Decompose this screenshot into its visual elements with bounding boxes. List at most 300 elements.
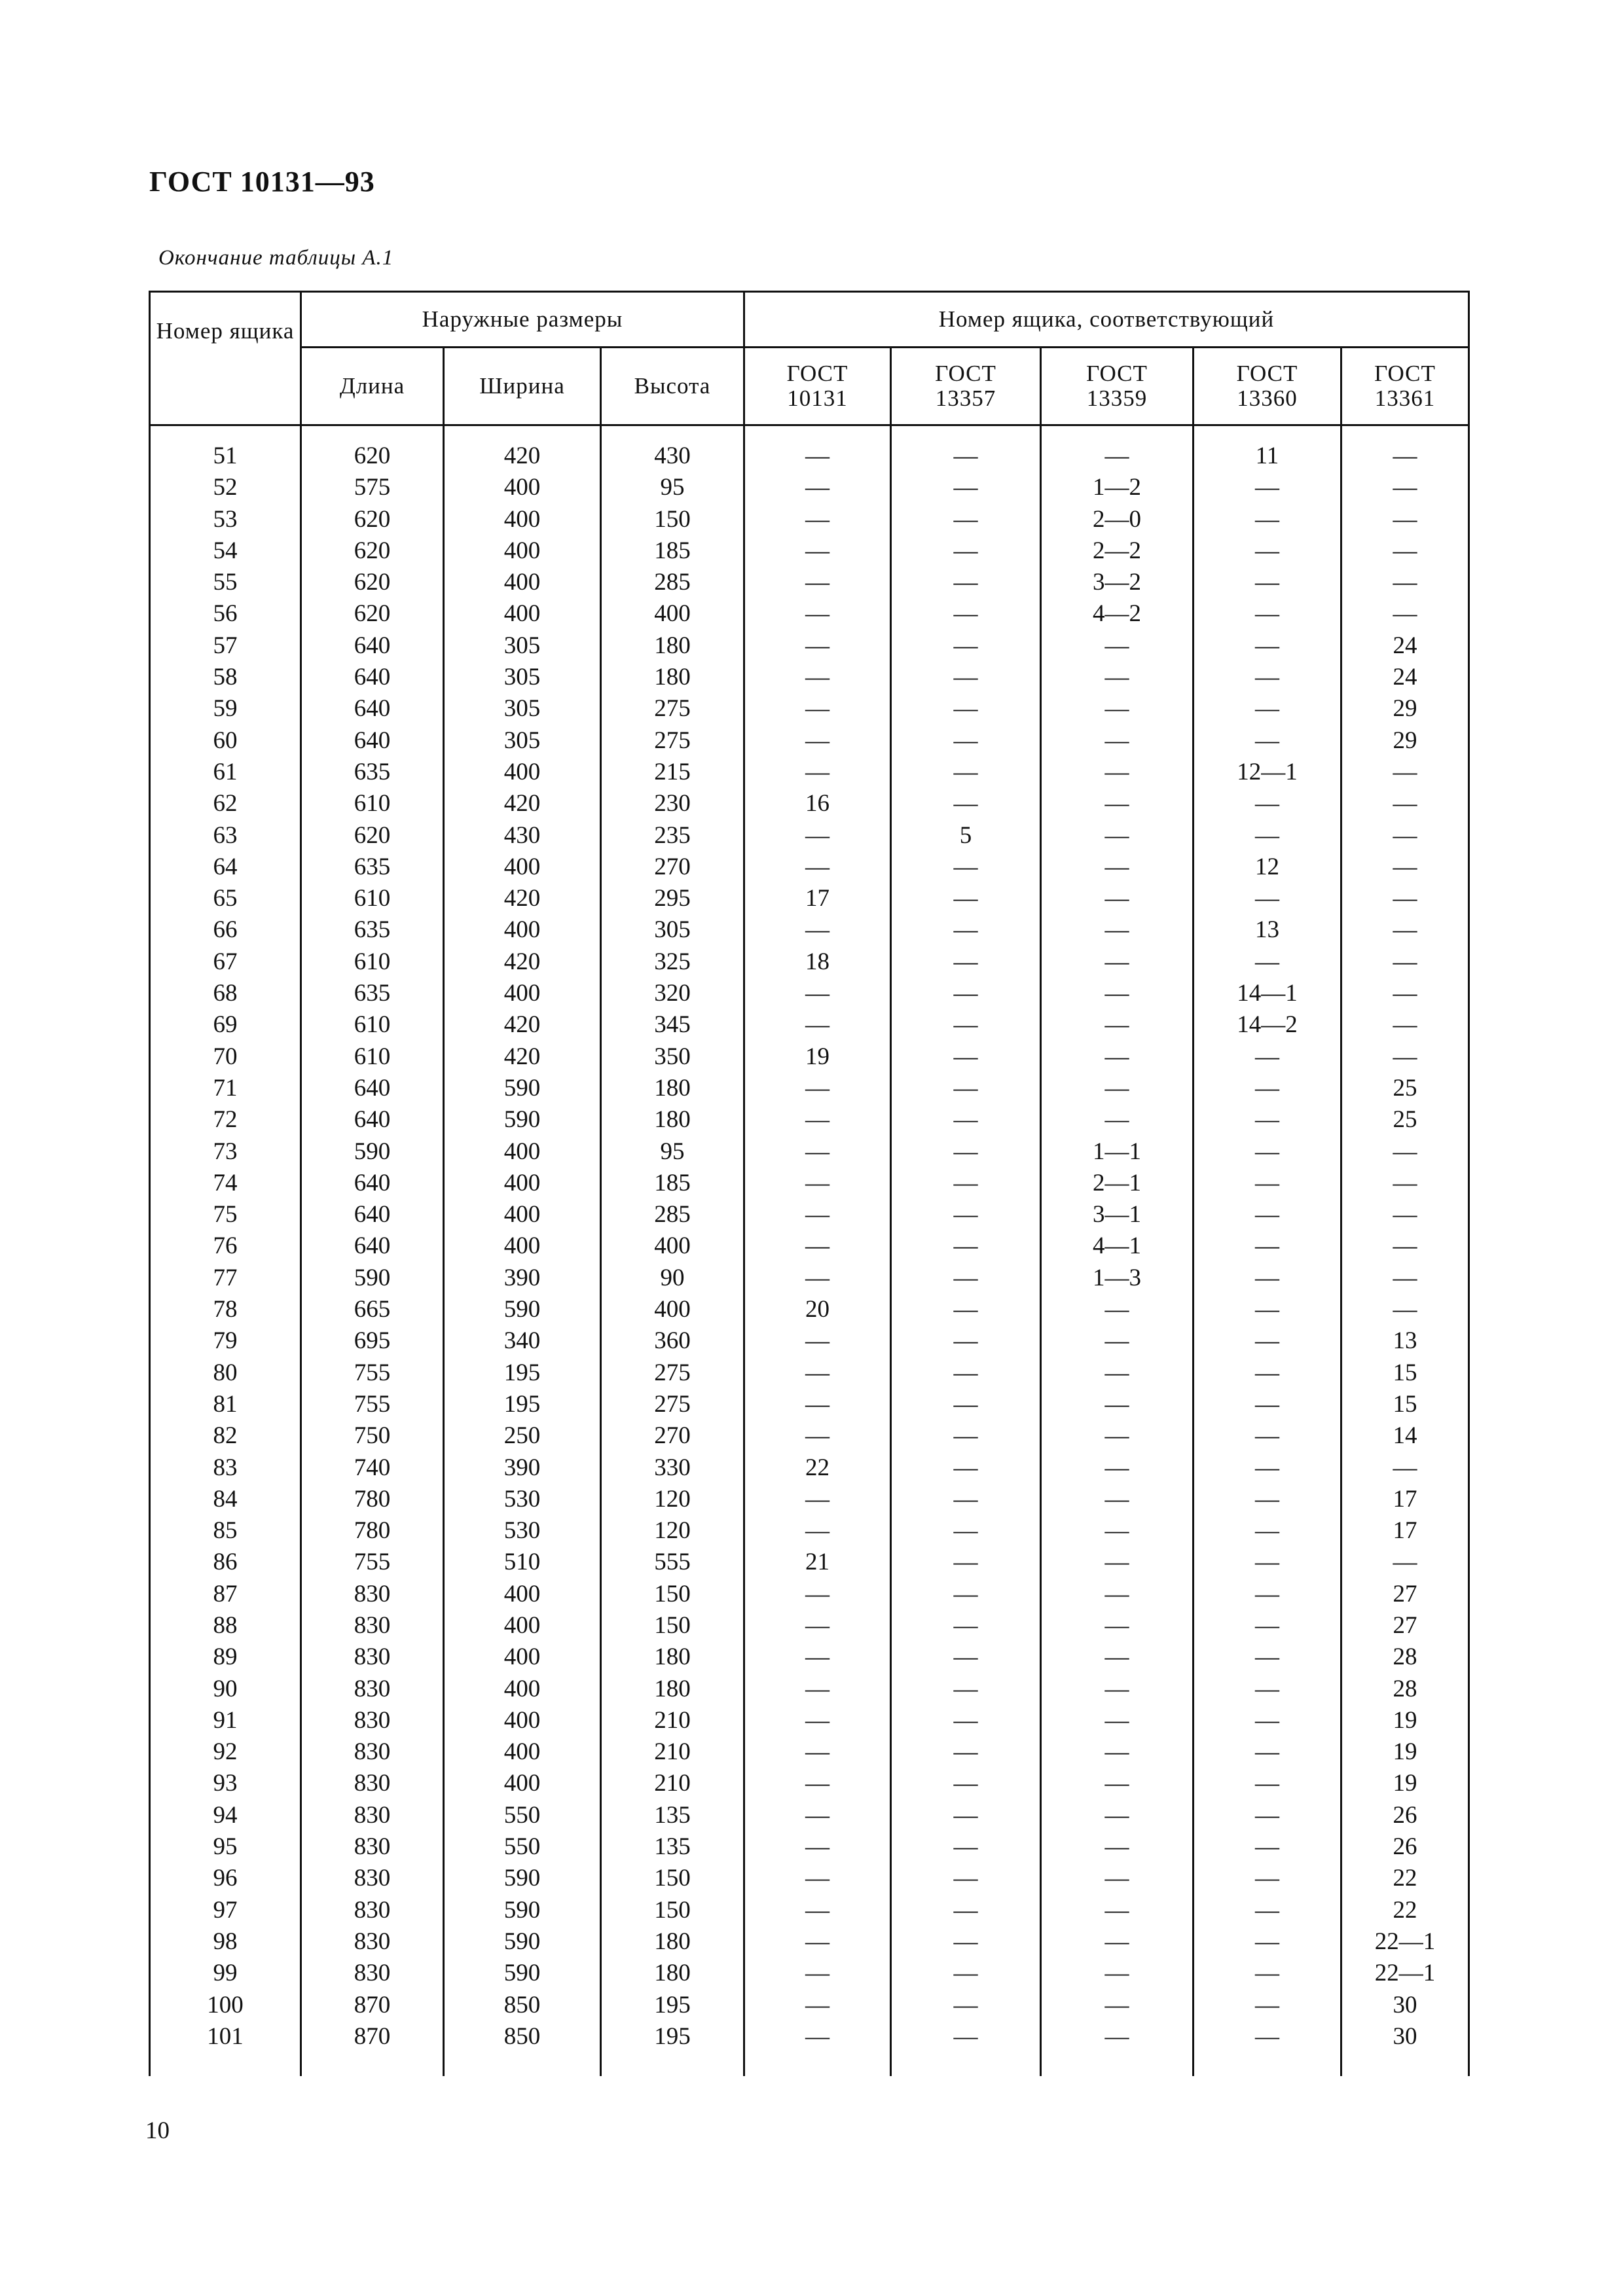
cell-gost-13357: — <box>891 630 1041 662</box>
cell-height: 275 <box>601 1389 744 1420</box>
cell-gost-13359: — <box>1041 852 1194 883</box>
cell-gost-10131: — <box>744 472 891 503</box>
tail-cell <box>301 2053 444 2076</box>
cell-gost-13360: — <box>1194 1136 1341 1168</box>
cell-gost-10131: — <box>744 757 891 788</box>
cell-length: 780 <box>301 1484 444 1515</box>
cell-width: 530 <box>444 1515 601 1547</box>
cell-gost-13359: — <box>1041 1958 1194 1989</box>
cell-length: 620 <box>301 535 444 567</box>
cell-gost-13357: — <box>891 1389 1041 1420</box>
cell-length: 740 <box>301 1452 444 1484</box>
cell-gost-13359: — <box>1041 1389 1194 1420</box>
cell-width: 250 <box>444 1420 601 1452</box>
cell-height: 135 <box>601 1831 744 1863</box>
cell-length: 610 <box>301 788 444 819</box>
table-row <box>150 630 1469 662</box>
cell-length: 620 <box>301 598 444 630</box>
cell-width: 400 <box>444 1768 601 1799</box>
gost-label: ГОСТ <box>1374 361 1436 386</box>
cell-gost-10131: — <box>744 852 891 883</box>
cell-width: 400 <box>444 535 601 567</box>
table-row <box>150 1199 1469 1230</box>
cell-gost-10131: — <box>744 1230 891 1262</box>
cell-height: 235 <box>601 820 744 852</box>
table-row <box>150 946 1469 978</box>
tail-cell <box>744 2053 891 2076</box>
cell-gost-13361: 28 <box>1341 1674 1469 1705</box>
page-number: 10 <box>145 2117 170 2144</box>
cell-length: 830 <box>301 1926 444 1958</box>
cell-gost-13359: — <box>1041 883 1194 914</box>
cell-gost-13361: — <box>1341 535 1469 567</box>
cell-length: 830 <box>301 1610 444 1641</box>
cell-length: 665 <box>301 1294 444 1325</box>
cell-gost-13361: 25 <box>1341 1104 1469 1136</box>
cell-length: 780 <box>301 1515 444 1547</box>
cell-width: 590 <box>444 1104 601 1136</box>
cell-gost-13359: — <box>1041 1104 1194 1136</box>
cell-height: 305 <box>601 914 744 946</box>
table-row <box>150 1736 1469 1768</box>
cell-gost-13357: — <box>891 1641 1041 1673</box>
cell-width: 390 <box>444 1263 601 1294</box>
cell-gost-13360: — <box>1194 883 1341 914</box>
cell-height: 330 <box>601 1452 744 1484</box>
cell-gost-13360: — <box>1194 1073 1341 1104</box>
cell-gost-13359: — <box>1041 1357 1194 1389</box>
cell-gost-13359: — <box>1041 1547 1194 1578</box>
cell-gost-10131: — <box>744 440 891 472</box>
cell-gost-13357: — <box>891 472 1041 503</box>
cell-gost-13357: — <box>891 914 1041 946</box>
cell-gost-13361: — <box>1341 757 1469 788</box>
cell-height: 185 <box>601 535 744 567</box>
cell-box-number: 61 <box>150 757 301 788</box>
cell-gost-10131: — <box>744 535 891 567</box>
cell-box-number: 70 <box>150 1041 301 1073</box>
cell-height: 150 <box>601 1863 744 1894</box>
cell-gost-13361: 22—1 <box>1341 1958 1469 1989</box>
cell-gost-13360: — <box>1194 1104 1341 1136</box>
cell-gost-13357: — <box>891 1674 1041 1705</box>
cell-gost-13361: — <box>1341 788 1469 819</box>
header-length: Длина <box>301 348 444 425</box>
cell-height: 180 <box>601 1674 744 1705</box>
table-row <box>150 1263 1469 1294</box>
cell-height: 180 <box>601 1958 744 1989</box>
cell-gost-13360: — <box>1194 1610 1341 1641</box>
cell-gost-13360: — <box>1194 1736 1341 1768</box>
cell-length: 755 <box>301 1547 444 1578</box>
cell-gost-13359: — <box>1041 1325 1194 1357</box>
spacer-cell <box>891 425 1041 441</box>
cell-gost-13361: — <box>1341 1263 1469 1294</box>
cell-width: 195 <box>444 1389 601 1420</box>
header-height: Высота <box>601 348 744 425</box>
cell-box-number: 72 <box>150 1104 301 1136</box>
table-row <box>150 1484 1469 1515</box>
cell-gost-13360: — <box>1194 1484 1341 1515</box>
cell-gost-13359: — <box>1041 1009 1194 1041</box>
cell-length: 620 <box>301 567 444 598</box>
cell-length: 610 <box>301 1009 444 1041</box>
cell-gost-10131: — <box>744 1736 891 1768</box>
cell-gost-13361: 22 <box>1341 1863 1469 1894</box>
cell-width: 420 <box>444 440 601 472</box>
table-row <box>150 1705 1469 1736</box>
cell-width: 305 <box>444 693 601 725</box>
cell-gost-13359: 4—2 <box>1041 598 1194 630</box>
cell-gost-13360: — <box>1194 1168 1341 1199</box>
cell-gost-13359: 4—1 <box>1041 1230 1194 1262</box>
cell-width: 400 <box>444 1641 601 1673</box>
tail-cell <box>891 2053 1041 2076</box>
cell-height: 400 <box>601 598 744 630</box>
cell-length: 830 <box>301 1863 444 1894</box>
cell-box-number: 64 <box>150 852 301 883</box>
cell-gost-13357: — <box>891 1199 1041 1230</box>
gost-label: ГОСТ <box>935 361 996 386</box>
cell-gost-13361: 19 <box>1341 1736 1469 1768</box>
cell-gost-13357: — <box>891 1325 1041 1357</box>
cell-gost-13360: 13 <box>1194 914 1341 946</box>
cell-gost-13359: — <box>1041 978 1194 1009</box>
cell-gost-13359: 3—2 <box>1041 567 1194 598</box>
gost-label: ГОСТ <box>786 361 848 386</box>
cell-width: 590 <box>444 1863 601 1894</box>
cell-gost-13357: — <box>891 1705 1041 1736</box>
cell-width: 400 <box>444 1736 601 1768</box>
table-tail-row <box>150 2053 1469 2076</box>
cell-gost-13361: — <box>1341 914 1469 946</box>
cell-box-number: 87 <box>150 1579 301 1610</box>
cell-length: 640 <box>301 1199 444 1230</box>
cell-gost-13361: — <box>1341 1041 1469 1073</box>
cell-gost-13360: — <box>1194 2021 1341 2053</box>
cell-gost-13359: — <box>1041 1041 1194 1073</box>
cell-gost-13359: — <box>1041 1736 1194 1768</box>
cell-height: 150 <box>601 1610 744 1641</box>
cell-width: 850 <box>444 1990 601 2021</box>
cell-gost-13357: — <box>891 852 1041 883</box>
cell-gost-10131: — <box>744 504 891 535</box>
cell-gost-10131: — <box>744 1990 891 2021</box>
cell-width: 420 <box>444 788 601 819</box>
cell-gost-10131: — <box>744 1579 891 1610</box>
cell-gost-13360: — <box>1194 1199 1341 1230</box>
table-row <box>150 1768 1469 1799</box>
cell-gost-13357: — <box>891 1357 1041 1389</box>
cell-width: 550 <box>444 1831 601 1863</box>
cell-box-number: 101 <box>150 2021 301 2053</box>
cell-height: 120 <box>601 1484 744 1515</box>
cell-gost-13360: — <box>1194 788 1341 819</box>
cell-gost-10131: 22 <box>744 1452 891 1484</box>
cell-height: 180 <box>601 662 744 693</box>
cell-gost-13361: 29 <box>1341 725 1469 757</box>
cell-width: 400 <box>444 472 601 503</box>
cell-box-number: 73 <box>150 1136 301 1168</box>
cell-gost-10131: 17 <box>744 883 891 914</box>
cell-box-number: 100 <box>150 1990 301 2021</box>
cell-gost-13359: 2—0 <box>1041 504 1194 535</box>
table-row <box>150 567 1469 598</box>
cell-gost-13360: — <box>1194 1674 1341 1705</box>
cell-gost-13361: 27 <box>1341 1610 1469 1641</box>
cell-box-number: 82 <box>150 1420 301 1452</box>
cell-gost-13359: 1—1 <box>1041 1136 1194 1168</box>
cell-gost-13360: — <box>1194 504 1341 535</box>
cell-height: 210 <box>601 1705 744 1736</box>
cell-gost-13357: — <box>891 1420 1041 1452</box>
cell-length: 590 <box>301 1136 444 1168</box>
cell-gost-13361: — <box>1341 567 1469 598</box>
table-row <box>150 1926 1469 1958</box>
cell-height: 150 <box>601 504 744 535</box>
spacer-cell <box>601 425 744 441</box>
cell-height: 325 <box>601 946 744 978</box>
cell-gost-13361: — <box>1341 504 1469 535</box>
cell-width: 420 <box>444 883 601 914</box>
table-row <box>150 1863 1469 1894</box>
cell-box-number: 98 <box>150 1926 301 1958</box>
cell-gost-13360: — <box>1194 1420 1341 1452</box>
cell-gost-13360: — <box>1194 820 1341 852</box>
cell-box-number: 99 <box>150 1958 301 1989</box>
cell-gost-10131: — <box>744 1484 891 1515</box>
table-row <box>150 1230 1469 1262</box>
cell-gost-13360: — <box>1194 1041 1341 1073</box>
cell-width: 400 <box>444 757 601 788</box>
cell-gost-13361: — <box>1341 1230 1469 1262</box>
cell-width: 420 <box>444 946 601 978</box>
cell-width: 590 <box>444 1895 601 1926</box>
cell-length: 620 <box>301 504 444 535</box>
cell-gost-13361: — <box>1341 1547 1469 1578</box>
cell-gost-13361: 15 <box>1341 1389 1469 1420</box>
cell-gost-13359: 1—2 <box>1041 472 1194 503</box>
cell-length: 590 <box>301 1263 444 1294</box>
cell-gost-10131: — <box>744 725 891 757</box>
table-row <box>150 598 1469 630</box>
cell-height: 320 <box>601 978 744 1009</box>
cell-gost-13357: — <box>891 535 1041 567</box>
table-row <box>150 1168 1469 1199</box>
cell-length: 635 <box>301 852 444 883</box>
cell-gost-13360: — <box>1194 1705 1341 1736</box>
cell-gost-13361: 14 <box>1341 1420 1469 1452</box>
table-row <box>150 2021 1469 2053</box>
cell-gost-10131: — <box>744 693 891 725</box>
header-box-number-gost: Номер ящика, соответствующий <box>744 292 1469 348</box>
cell-box-number: 69 <box>150 1009 301 1041</box>
cell-gost-13357: — <box>891 1136 1041 1168</box>
cell-gost-13357: — <box>891 662 1041 693</box>
table-row <box>150 757 1469 788</box>
cell-gost-13360: — <box>1194 1547 1341 1578</box>
cell-gost-13359: — <box>1041 1863 1194 1894</box>
cell-height: 270 <box>601 1420 744 1452</box>
cell-gost-13357: — <box>891 567 1041 598</box>
cell-gost-13360: 11 <box>1194 440 1341 472</box>
cell-box-number: 51 <box>150 440 301 472</box>
cell-gost-13360: — <box>1194 1958 1341 1989</box>
cell-height: 345 <box>601 1009 744 1041</box>
table-row <box>150 1515 1469 1547</box>
table-row <box>150 1009 1469 1041</box>
cell-length: 640 <box>301 725 444 757</box>
table-row <box>150 788 1469 819</box>
cell-gost-13360: 14—1 <box>1194 978 1341 1009</box>
cell-length: 620 <box>301 820 444 852</box>
cell-width: 400 <box>444 1674 601 1705</box>
cell-gost-13359: — <box>1041 914 1194 946</box>
cell-gost-13357: — <box>891 1610 1041 1641</box>
header-box-number: Номер ящика <box>150 292 301 425</box>
cell-width: 400 <box>444 1199 601 1230</box>
cell-gost-13360: — <box>1194 693 1341 725</box>
cell-gost-13359: — <box>1041 820 1194 852</box>
cell-gost-13360: — <box>1194 1230 1341 1262</box>
cell-gost-10131: — <box>744 978 891 1009</box>
cell-height: 400 <box>601 1294 744 1325</box>
cell-gost-10131: 16 <box>744 788 891 819</box>
cell-gost-13361: 30 <box>1341 1990 1469 2021</box>
cell-gost-10131: — <box>744 1800 891 1831</box>
cell-box-number: 53 <box>150 504 301 535</box>
cell-gost-13359: — <box>1041 1420 1194 1452</box>
gost-label: ГОСТ <box>1236 361 1298 386</box>
document-header: ГОСТ 10131—93 <box>149 166 375 198</box>
cell-length: 755 <box>301 1357 444 1389</box>
table-row <box>150 1579 1469 1610</box>
cell-gost-13357: 5 <box>891 820 1041 852</box>
cell-height: 350 <box>601 1041 744 1073</box>
table-spacer-row <box>150 425 1469 441</box>
tail-cell <box>1194 2053 1341 2076</box>
cell-gost-10131: — <box>744 567 891 598</box>
cell-gost-13361: 25 <box>1341 1073 1469 1104</box>
cell-length: 870 <box>301 1990 444 2021</box>
cell-gost-13359: — <box>1041 1641 1194 1673</box>
cell-gost-13359: — <box>1041 1073 1194 1104</box>
cell-width: 590 <box>444 1958 601 1989</box>
cell-gost-13360: — <box>1194 1452 1341 1484</box>
cell-height: 230 <box>601 788 744 819</box>
cell-gost-13360: — <box>1194 1800 1341 1831</box>
cell-box-number: 93 <box>150 1768 301 1799</box>
cell-width: 420 <box>444 1041 601 1073</box>
cell-gost-13357: — <box>891 2021 1041 2053</box>
table-row <box>150 1800 1469 1831</box>
cell-gost-13361: — <box>1341 472 1469 503</box>
cell-gost-13359: — <box>1041 1610 1194 1641</box>
cell-gost-13361: — <box>1341 1009 1469 1041</box>
cell-height: 150 <box>601 1579 744 1610</box>
cell-gost-13359: — <box>1041 946 1194 978</box>
cell-gost-13359: — <box>1041 630 1194 662</box>
cell-gost-13361: — <box>1341 883 1469 914</box>
cell-width: 400 <box>444 978 601 1009</box>
cell-gost-10131: — <box>744 1958 891 1989</box>
cell-length: 635 <box>301 914 444 946</box>
cell-height: 295 <box>601 883 744 914</box>
spacer-cell <box>301 425 444 441</box>
tail-cell <box>601 2053 744 2076</box>
cell-gost-13361: 30 <box>1341 2021 1469 2053</box>
cell-gost-13357: — <box>891 1863 1041 1894</box>
cell-gost-13361: 19 <box>1341 1768 1469 1799</box>
cell-box-number: 85 <box>150 1515 301 1547</box>
cell-length: 610 <box>301 946 444 978</box>
cell-width: 590 <box>444 1073 601 1104</box>
cell-gost-13360: 14—2 <box>1194 1009 1341 1041</box>
cell-height: 275 <box>601 693 744 725</box>
cell-box-number: 57 <box>150 630 301 662</box>
table-row <box>150 693 1469 725</box>
cell-width: 400 <box>444 1136 601 1168</box>
header-row-sub <box>150 348 1469 425</box>
cell-gost-13361: 15 <box>1341 1357 1469 1389</box>
cell-gost-13359: — <box>1041 1515 1194 1547</box>
cell-box-number: 86 <box>150 1547 301 1578</box>
cell-height: 275 <box>601 1357 744 1389</box>
table-row <box>150 1389 1469 1420</box>
cell-height: 270 <box>601 852 744 883</box>
table-row <box>150 1104 1469 1136</box>
cell-gost-13360: — <box>1194 1579 1341 1610</box>
table-row <box>150 1958 1469 1989</box>
cell-gost-10131: — <box>744 662 891 693</box>
cell-box-number: 76 <box>150 1230 301 1262</box>
table-body <box>150 425 1469 2077</box>
cell-gost-13359: — <box>1041 1895 1194 1926</box>
cell-gost-13361: 26 <box>1341 1800 1469 1831</box>
cell-length: 830 <box>301 1705 444 1736</box>
cell-gost-13359: — <box>1041 1674 1194 1705</box>
cell-length: 610 <box>301 883 444 914</box>
cell-gost-13361: 17 <box>1341 1484 1469 1515</box>
cell-gost-13361: 22 <box>1341 1895 1469 1926</box>
cell-length: 640 <box>301 662 444 693</box>
cell-gost-13357: — <box>891 1484 1041 1515</box>
cell-gost-13360: — <box>1194 1325 1341 1357</box>
cell-gost-10131: — <box>744 1610 891 1641</box>
cell-gost-13359: — <box>1041 1926 1194 1958</box>
table-row <box>150 1294 1469 1325</box>
cell-gost-13361: 22—1 <box>1341 1926 1469 1958</box>
cell-gost-10131: — <box>744 1895 891 1926</box>
cell-gost-13360: — <box>1194 472 1341 503</box>
table-row <box>150 1895 1469 1926</box>
cell-length: 635 <box>301 757 444 788</box>
cell-gost-10131: — <box>744 1104 891 1136</box>
cell-box-number: 56 <box>150 598 301 630</box>
cell-length: 640 <box>301 1073 444 1104</box>
cell-width: 530 <box>444 1484 601 1515</box>
cell-box-number: 74 <box>150 1168 301 1199</box>
spacer-cell <box>444 425 601 441</box>
cell-gost-10131: — <box>744 1420 891 1452</box>
cell-box-number: 67 <box>150 946 301 978</box>
cell-length: 755 <box>301 1389 444 1420</box>
header-gost-13360 <box>1194 348 1341 425</box>
cell-width: 550 <box>444 1800 601 1831</box>
table-row <box>150 725 1469 757</box>
gost-number: 13359 <box>1086 386 1148 411</box>
cell-gost-13359: — <box>1041 1990 1194 2021</box>
